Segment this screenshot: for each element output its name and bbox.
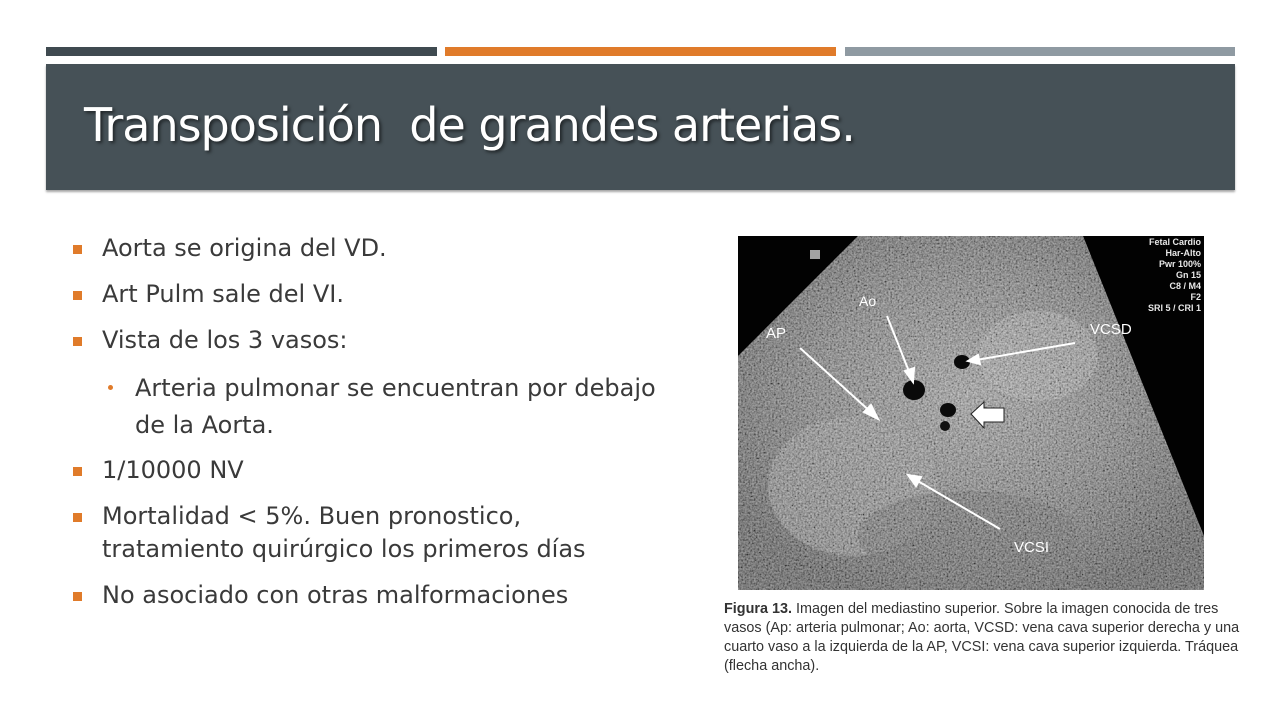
scanner-logo-icon: [810, 250, 820, 259]
scanner-settings: [1148, 237, 1202, 313]
dot-bullet-icon: [108, 385, 113, 390]
setting-text: Fetal Cardio: [1148, 237, 1201, 247]
square-bullet-icon: [73, 513, 82, 522]
setting-text: Gn 15: [1175, 270, 1201, 280]
setting-text: F2: [1190, 292, 1201, 302]
label-vcsd: VCSD: [1090, 321, 1132, 338]
accent-bar-dark: [46, 47, 437, 56]
bullet-text: 1/10000 NV: [102, 456, 244, 484]
bullet-item: [70, 579, 670, 612]
bullet-list: [70, 232, 670, 625]
aorta-lumen: [903, 380, 925, 400]
square-bullet-icon: [73, 245, 82, 254]
scan-sector: [738, 236, 1204, 590]
caption-text: Imagen del mediastino superior. Sobre la imagen conocida de tres vasos (Ap: arteria pulmonar; Ao: aorta, VCSD: vena cava superior derecha y una cuarto vaso a la izquierda de la AP, VCSI: vena cava superior izquierda. Tráquea (flecha ancha).: [724, 601, 1240, 674]
accent-bar-orange: [445, 47, 836, 56]
sub-bullet-item: [70, 370, 670, 444]
vcsd-lumen: [954, 355, 970, 369]
square-bullet-icon: [73, 592, 82, 601]
label-ao: Ao: [859, 293, 877, 309]
ultrasound-svg: [738, 236, 1204, 590]
setting-text: C8 / M4: [1169, 281, 1201, 291]
bullet-text: Art Pulm sale del VI.: [102, 280, 344, 308]
label-vcsi: VCSI: [1014, 539, 1050, 556]
ultrasound-image: [738, 236, 1204, 590]
square-bullet-icon: [73, 467, 82, 476]
sub-bullet-text: Arteria pulmonar se encuentran por debajo de la Aorta.: [135, 374, 656, 439]
bullet-text: Vista de los 3 vasos:: [102, 326, 348, 354]
bullet-item: [70, 278, 670, 311]
bullet-item: [70, 324, 670, 357]
accent-bar-gray: [845, 47, 1235, 56]
bullet-text: Mortalidad < 5%. Buen pronostico, tratamiento quirúrgico los primeros días: [102, 502, 586, 563]
bullet-text: No asociado con otras malformaciones: [102, 581, 569, 609]
slide-title: Transposición de grandes arterias.: [84, 98, 855, 152]
setting-text: Har-Alto: [1165, 248, 1201, 258]
vessel-lumen: [940, 403, 956, 417]
figure-caption: [724, 600, 1244, 676]
bullet-text: Aorta se origina del VD.: [102, 234, 387, 262]
label-ap: AP: [766, 325, 787, 342]
bullet-item: [70, 454, 670, 487]
bullet-item: [70, 500, 670, 566]
setting-text: SRI 5 / CRI 1: [1147, 303, 1201, 313]
square-bullet-icon: [73, 291, 82, 300]
caption-label: Figura 13.: [724, 601, 792, 617]
square-bullet-icon: [73, 337, 82, 346]
bullet-item: [70, 232, 670, 265]
setting-text: Pwr 100%: [1158, 259, 1201, 269]
